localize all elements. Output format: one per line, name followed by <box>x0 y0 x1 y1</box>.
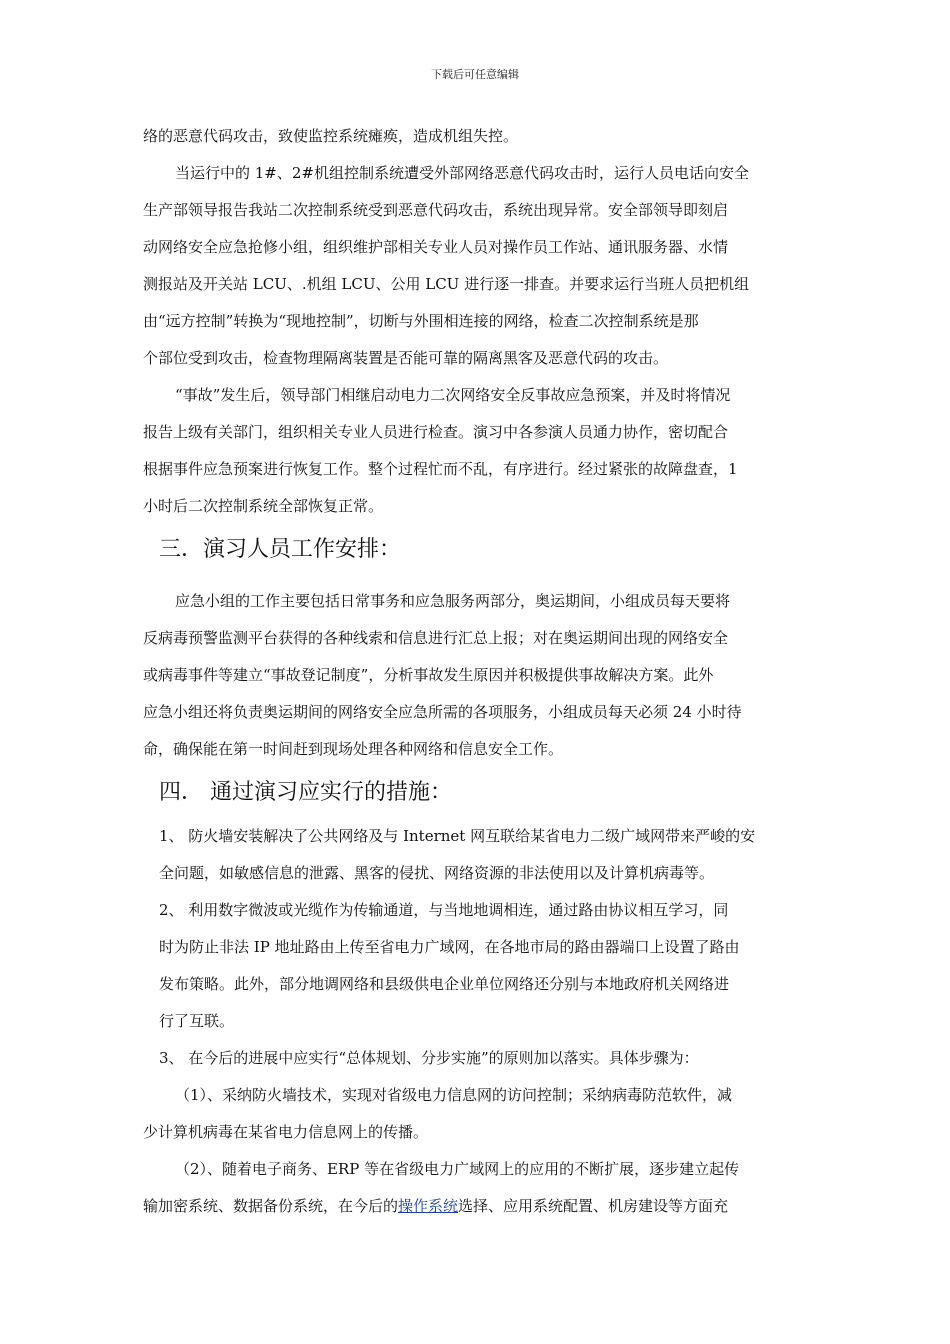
paragraph-line: 当运行中的 1#、2#机组控制系统遭受外部网络恶意代码攻击时，运行人员电话向安全 <box>175 164 749 182</box>
paragraph-line: 络的恶意代码攻击，致使监控系统瘫痪，造成机组失控。 <box>143 127 519 145</box>
operating-system-link[interactable]: 操作系统 <box>398 1197 459 1215</box>
sub-item-2: （2）、随着电子商务、ERP 等在省级电力广域网上的应用的不断扩展，逐步建立起传 <box>175 1160 740 1178</box>
section-heading-3: 三．演习人员工作安排： <box>159 537 402 562</box>
list-item-2-cont: 行了互联。 <box>159 1012 235 1030</box>
paragraph-line: “事故”发生后，领导部门相继启动电力二次网络安全反事故应急预案，并及时将情况 <box>175 386 731 404</box>
text-before-link: 输加密系统、数据备份系统，在今后的 <box>143 1197 399 1215</box>
list-item-2-cont: 时为防止非法 IP 地址路由上传至省电力广域网，在各地市局的路由器端口上设置了路由 <box>159 938 740 956</box>
paragraph-line: 根据事件应急预案进行恢复工作。整个过程忙而不乱，有序进行。经过紧张的故障盘查，1 <box>143 460 738 478</box>
paragraph-line: 测报站及开关站 LCU、.机组 LCU、公用 LCU 进行逐一排查。并要求运行当班人员把机组 <box>143 275 750 293</box>
list-item-1-cont: 全问题，如敏感信息的泄露、黑客的侵扰、网络资源的非法使用以及计算机病毒等。 <box>159 864 715 882</box>
sub-item-1: （1）、采纳防火墙技术，实现对省级电力信息网的访问控制；采纳病毒防范软件，减 <box>175 1086 733 1104</box>
text-after-link: 选择、应用系统配置、机房建设等方面充 <box>458 1197 729 1215</box>
paragraph-line: 命，确保能在第一时间赶到现场处理各种网络和信息安全工作。 <box>143 740 564 758</box>
paragraph-line: 或病毒事件等建立“事故登记制度”，分析事故发生原因并积极提供事故解决方案。此外 <box>143 666 714 684</box>
paragraph-line: 小时后二次控制系统全部恢复正常。 <box>143 497 384 515</box>
sub-item-2-cont <box>143 1188 808 1225</box>
paragraph-line: 生产部领导报告我站二次控制系统受到恶意代码攻击，系统出现异常。安全部领导即刻启 <box>143 201 729 219</box>
paragraph-line: 由“远方控制”转换为“现地控制”，切断与外围相连接的网络，检查二次控制系统是那 <box>143 312 699 330</box>
paragraph-line: 应急小组还将负责奥运期间的网络安全应急所需的各项服务，小组成员每天必须 24 小时待 <box>143 703 742 721</box>
document-body <box>143 118 808 1225</box>
paragraph-line: 反病毒预警监测平台获得的各种线索和信息进行汇总上报；对在奥运期间出现的网络安全 <box>143 629 729 647</box>
list-item-2: 2、 利用数字微波或光缆作为传输通道，与当地地调相连，通过路由协议相互学习，同 <box>159 901 729 919</box>
paragraph-line: 应急小组的工作主要包括日常事务和应急服务两部分，奥运期间，小组成员每天要将 <box>175 592 731 610</box>
paragraph-line: 动网络安全应急抢修小组，组织维护部相关专业人员对操作员工作站、通讯服务器、水情 <box>143 238 729 256</box>
list-item-1: 1、 防火墙安装解决了公共网络及与 Internet 网互联给某省电力二级广域网带来严峻的安 <box>159 827 756 845</box>
list-item-2-cont: 发布策略。此外，部分地调网络和县级供电企业单位网络还分别与本地政府机关网络进 <box>159 975 730 993</box>
paragraph-line: 报告上级有关部门，组织相关专业人员进行检查。演习中各参演人员通力协作，密切配合 <box>143 423 729 441</box>
sub-item-1-cont: 少计算机病毒在某省电力信息网上的传播。 <box>143 1123 429 1141</box>
section-heading-4: 四． 通过演习应实行的措施： <box>159 780 452 805</box>
paragraph-line: 个部位受到攻击，检查物理隔离装置是否能可靠的隔离黑客及恶意代码的攻击。 <box>143 349 669 367</box>
list-item-3: 3、 在今后的进展中应实行“总体规划、分步实施”的原则加以落实。具体步骤为： <box>159 1049 699 1067</box>
page-header: 下载后可任意编辑 <box>431 68 519 81</box>
